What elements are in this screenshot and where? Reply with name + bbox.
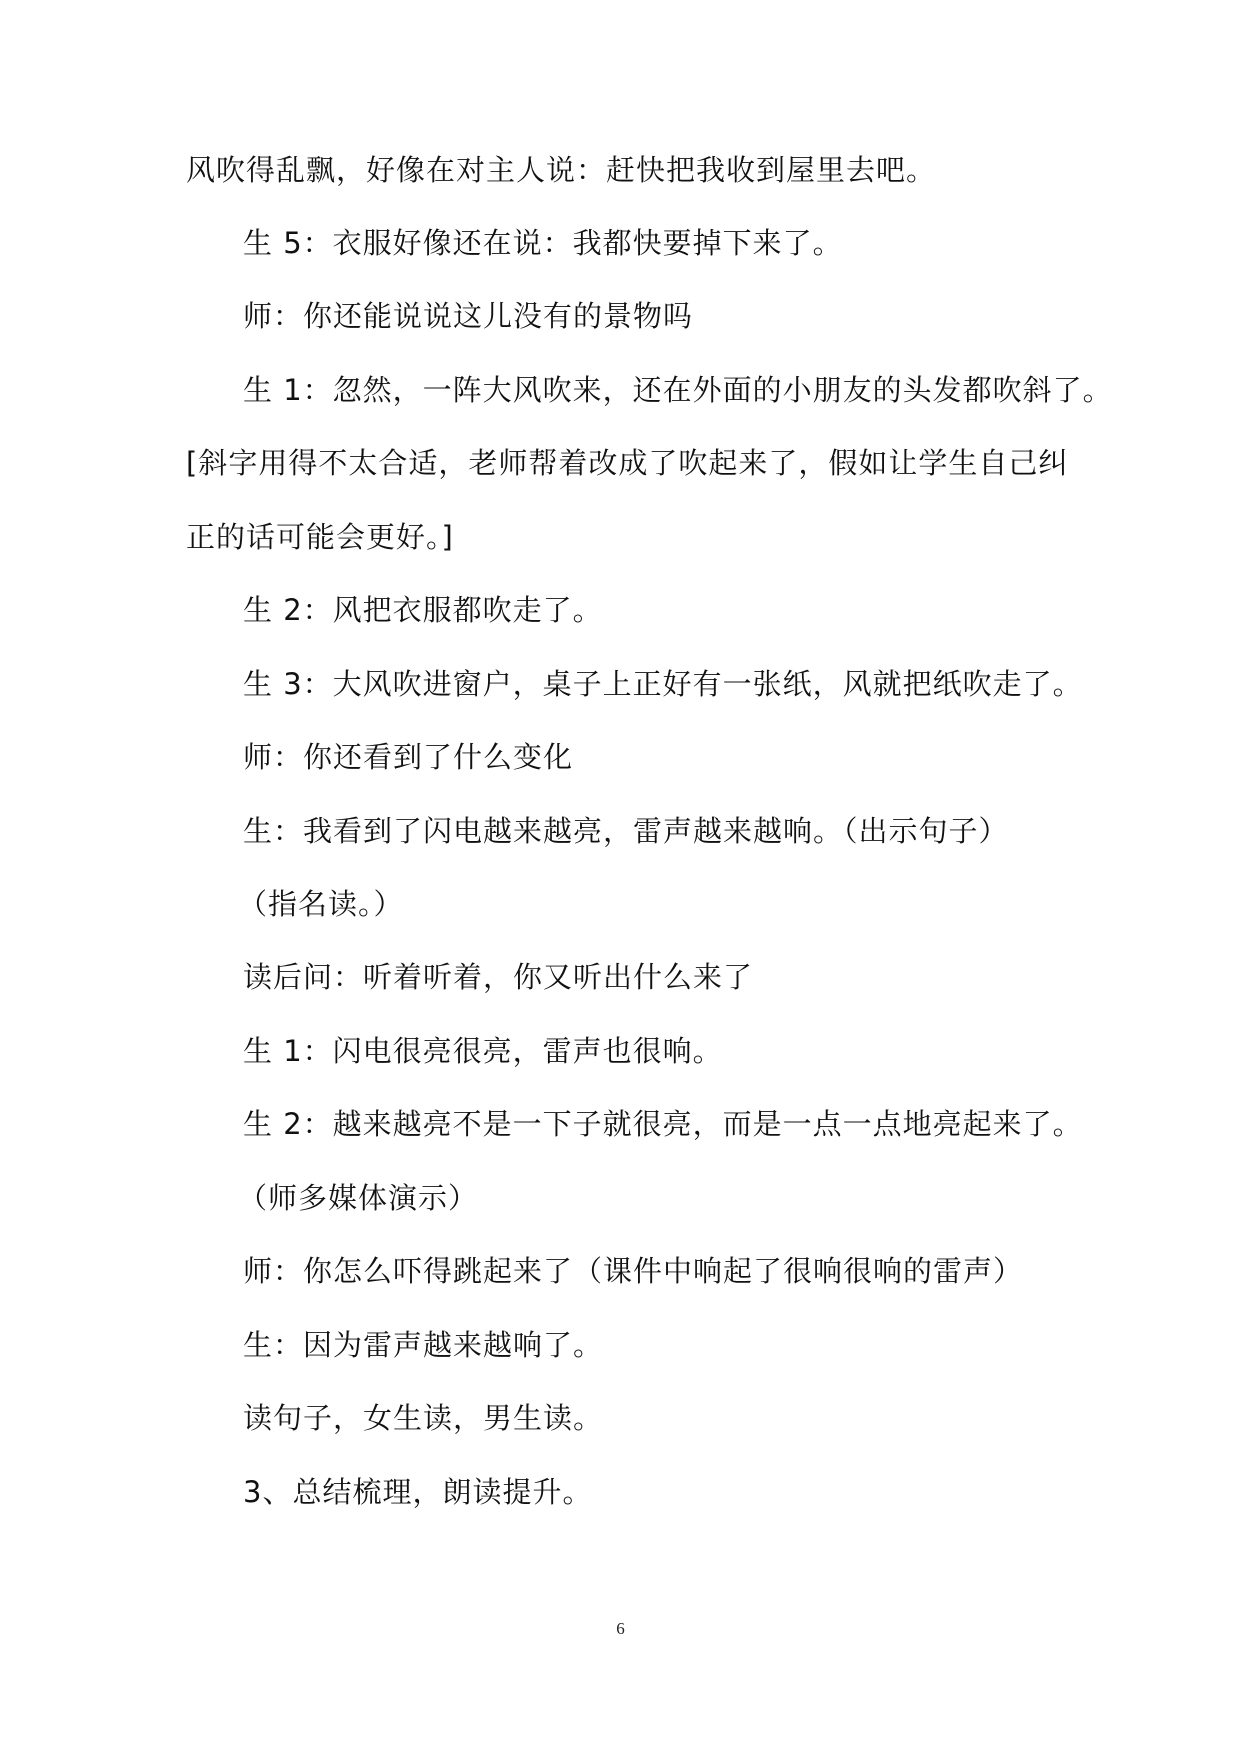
paragraph-line: 师：你怎么吓得跳起来了（课件中响起了很响很响的雷声） <box>243 1254 1024 1288</box>
paragraph-line: （指名读。） <box>238 887 404 921</box>
paragraph-line: 生 3：大风吹进窗户，桌子上正好有一张纸，风就把纸吹走了。 <box>243 667 1083 701</box>
paragraph-line: 生：因为雷声越来越响了。 <box>243 1328 604 1362</box>
page-number: 6 <box>616 1619 625 1638</box>
paragraph-line: 正的话可能会更好。] <box>186 520 454 554</box>
paragraph-line: 读句子，女生读，男生读。 <box>243 1401 604 1435</box>
paragraph-line: [斜字用得不太合适，老师帮着改成了吹起来了，假如让学生自己纠 <box>186 446 1069 480</box>
paragraph-line: 生 2：风把衣服都吹走了。 <box>243 593 603 627</box>
paragraph-line: 生 1：闪电很亮很亮，雷声也很响。 <box>243 1034 723 1068</box>
paragraph-line: 生：我看到了闪电越来越亮，雷声越来越响。（出示句子） <box>243 814 1009 848</box>
paragraph-line: 师：你还能说说这儿没有的景物吗 <box>243 299 694 333</box>
paragraph-line: 3、总结梳理，朗读提升。 <box>243 1475 593 1509</box>
paragraph-line: 师：你还看到了什么变化 <box>243 740 574 774</box>
paragraph-line: 生 2：越来越亮不是一下子就很亮，而是一点一点地亮起来了。 <box>243 1107 1083 1141</box>
paragraph-line: 读后问：听着听着，你又听出什么来了 <box>243 960 754 994</box>
paragraph-line: 风吹得乱飘，好像在对主人说：赶快把我收到屋里去吧。 <box>186 153 937 187</box>
paragraph-line: 生 1：忽然，一阵大风吹来，还在外面的小朋友的头发都吹斜了。 <box>243 373 1113 407</box>
paragraph-line: 生 5：衣服好像还在说：我都快要掉下来了。 <box>243 226 843 260</box>
paragraph-line: （师多媒体演示） <box>238 1181 479 1215</box>
